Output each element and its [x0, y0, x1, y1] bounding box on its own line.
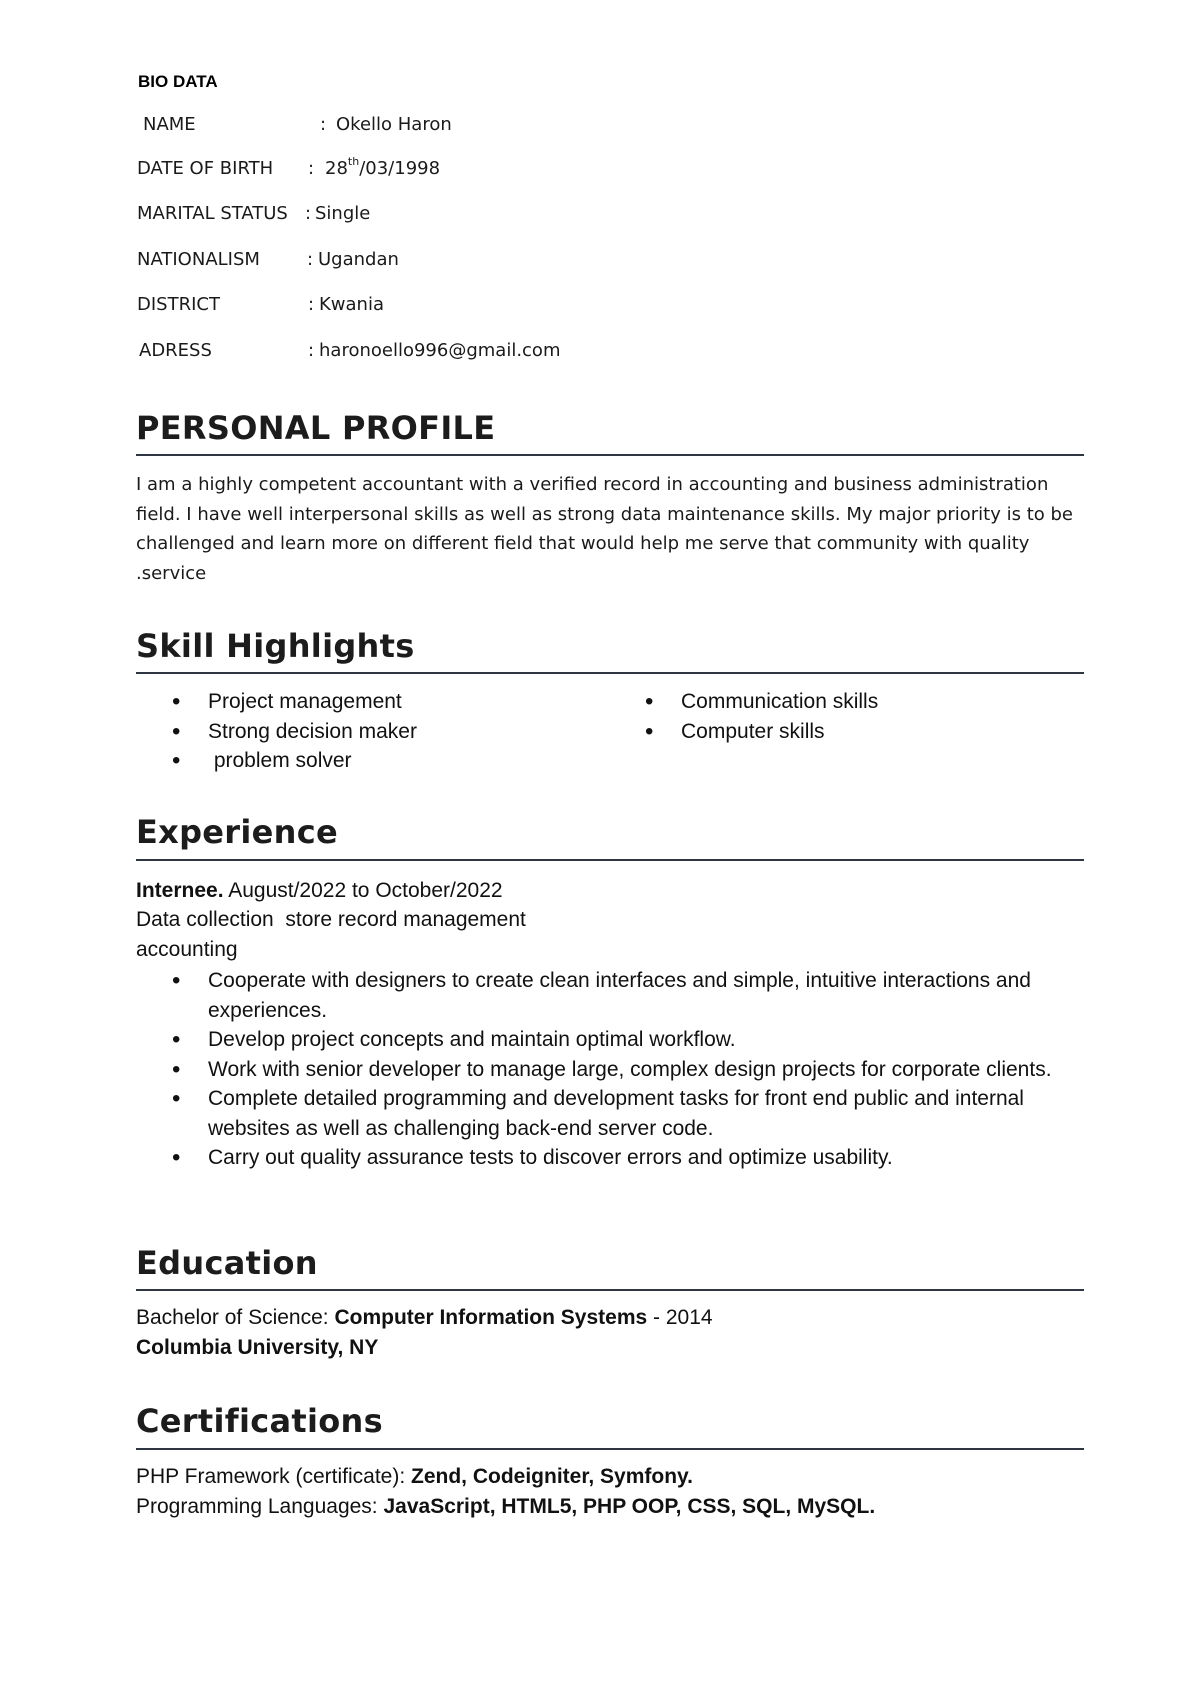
skill-item: • problem solver	[136, 746, 596, 776]
section-divider	[136, 1448, 1084, 1450]
bio-key: NAME	[143, 114, 196, 135]
experience-role-line	[136, 879, 503, 903]
section-heading-skill-highlights: Skill Highlights	[136, 627, 415, 665]
section-heading-experience: Experience	[136, 813, 339, 851]
profile-line: .service	[136, 562, 207, 584]
section-heading-education: Education	[136, 1244, 318, 1282]
experience-bullet: • Develop project concepts and maintain optimal workflow.	[136, 1025, 1076, 1055]
certification-php-label: PHP Framework (certificate):	[136, 1465, 411, 1488]
experience-duties-line: Data collection store record management	[136, 908, 526, 931]
section-divider	[136, 672, 1084, 674]
section-divider	[136, 1289, 1084, 1291]
bio-key: MARITAL STATUS	[137, 203, 288, 224]
bio-separator: :	[308, 294, 315, 315]
section-heading-personal-profile: PERSONAL PROFILE	[136, 409, 496, 447]
bio-key: ADRESS	[139, 340, 212, 361]
profile-line: field. I have well interpersonal skills as well as strong data maintenance skills. My major priority is to be	[136, 503, 1074, 525]
certification-languages-label: Programming Languages:	[136, 1495, 384, 1518]
bio-key: DISTRICT	[137, 294, 220, 315]
profile-line: challenged and learn more on different field that would help me serve that community with quality	[136, 533, 1030, 554]
bio-value: 28th/03/1998	[325, 155, 441, 179]
skills-list-left	[136, 687, 596, 776]
section-divider	[136, 454, 1084, 456]
bio-separator: :	[308, 158, 315, 179]
education-degree-year: - 2014	[647, 1306, 713, 1329]
experience-bullet: • Carry out quality assurance tests to discover errors and optimize usability.	[136, 1143, 1076, 1173]
skill-item: • Strong decision maker	[136, 717, 596, 747]
experience-bullet: • Work with senior developer to manage large, complex design projects for corporate clients.	[136, 1055, 1076, 1085]
experience-duties-line: accounting	[136, 938, 238, 961]
skill-item: • Computer skills	[609, 717, 1069, 747]
bio-value: Kwania	[319, 294, 384, 315]
certification-languages-value: JavaScript, HTML5, PHP OOP, CSS, SQL, MySQL.	[383, 1495, 876, 1518]
bio-separator: :	[305, 203, 312, 224]
bio-value: haronoello996@gmail.com	[319, 340, 561, 361]
skill-item: • Project management	[136, 687, 596, 717]
profile-line: I am a highly competent accountant with a verified record in accounting and business administration	[136, 474, 1049, 495]
section-heading-certifications: Certifications	[136, 1402, 383, 1440]
profile-paragraph	[136, 470, 1076, 588]
bio-separator: :	[307, 249, 314, 270]
certification-languages-line	[136, 1495, 875, 1519]
education-school: Columbia University, NY	[136, 1336, 379, 1359]
experience-bullets	[136, 966, 1076, 1173]
bio-data-title: BIO DATA	[138, 72, 218, 91]
education-degree-label: Bachelor of Science:	[136, 1306, 335, 1329]
education-degree-field: Computer Information Systems	[334, 1306, 648, 1329]
bio-key: DATE OF BIRTH	[137, 158, 274, 179]
bio-separator: :	[308, 340, 315, 361]
experience-period: August/2022 to October/2022	[223, 879, 503, 902]
bio-key: NATIONALISM	[137, 249, 260, 270]
experience-bullet: • Cooperate with designers to create clean interfaces and simple, intuitive interactions and experiences.	[136, 966, 1076, 1025]
bio-value: Ugandan	[318, 249, 399, 270]
bio-separator: :	[320, 114, 327, 135]
section-divider	[136, 859, 1084, 861]
education-degree-line	[136, 1306, 713, 1330]
certification-php-line	[136, 1465, 693, 1489]
bio-value: Single	[315, 203, 371, 224]
experience-role: Internee.	[136, 879, 224, 902]
certification-php-value: Zend, Codeigniter, Symfony.	[411, 1465, 693, 1488]
skill-item: • Communication skills	[609, 687, 1069, 717]
experience-bullet: • Complete detailed programming and development tasks for front end public and internal websites as well as challenging back-end server code.	[136, 1084, 1076, 1143]
skills-list-right	[609, 687, 1069, 746]
bio-value: Okello Haron	[336, 114, 452, 135]
